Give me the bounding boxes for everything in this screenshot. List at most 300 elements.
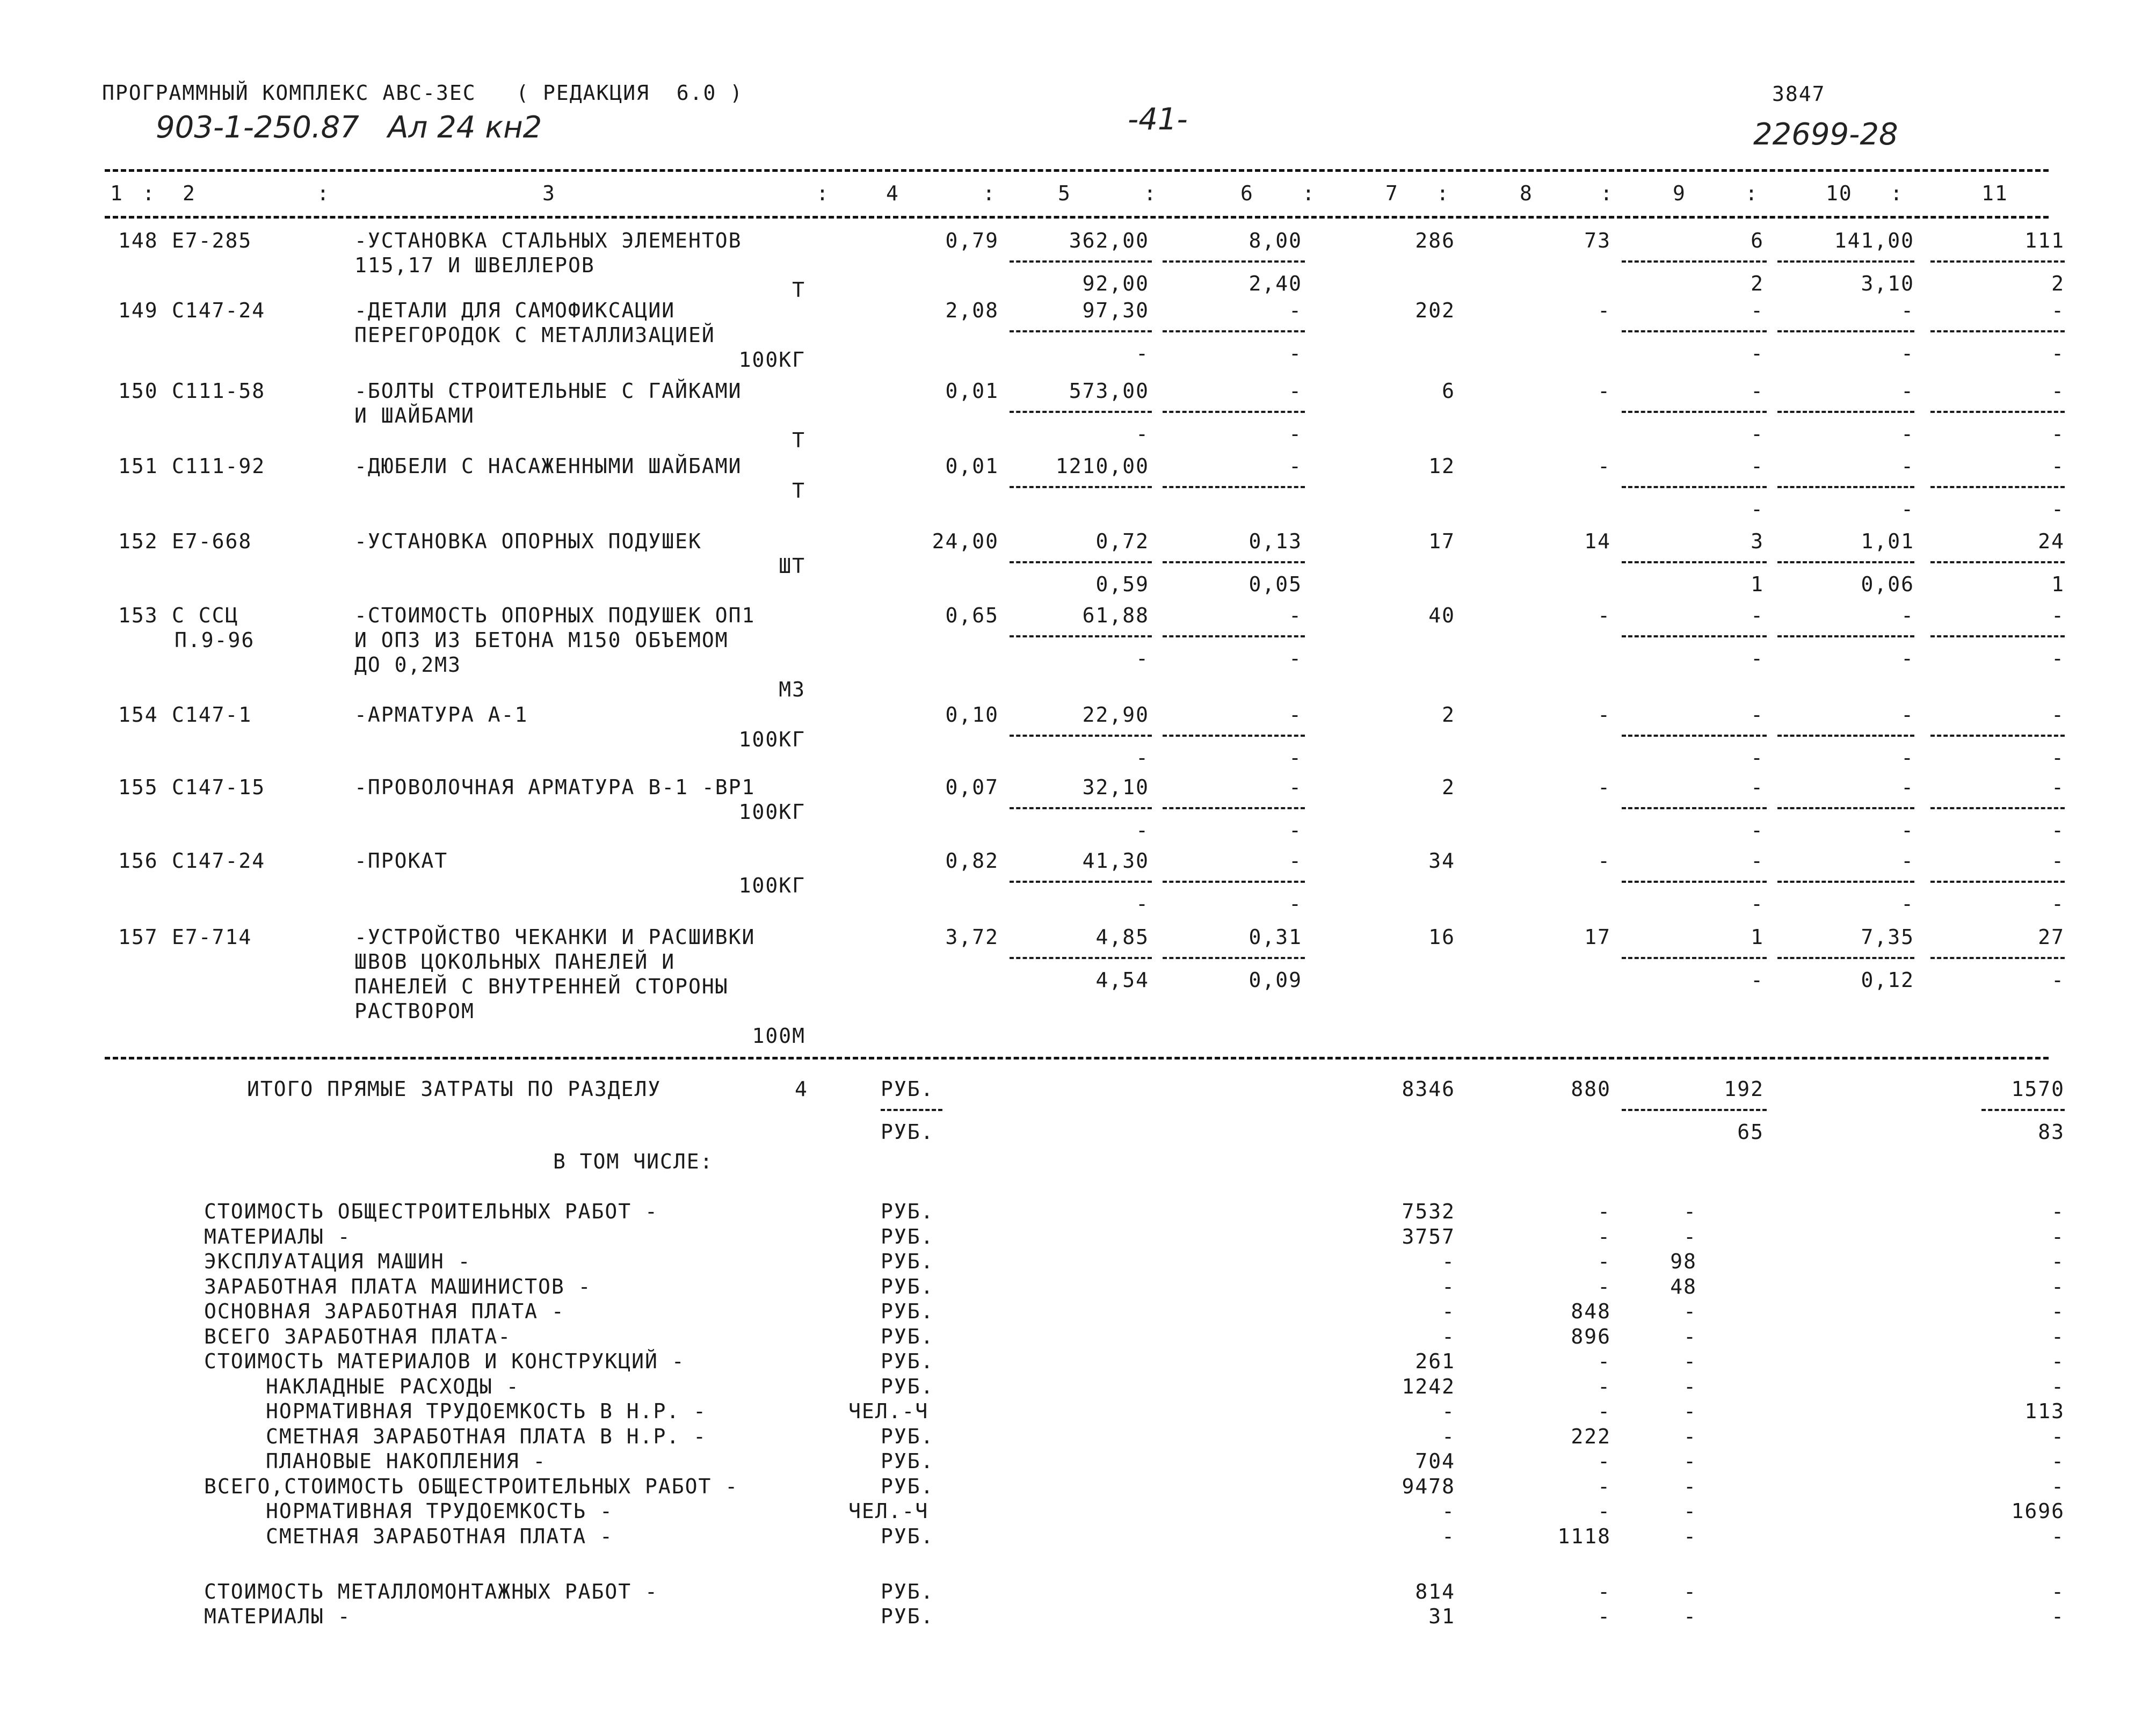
summary-c9: - — [1683, 1449, 1697, 1473]
subtotal-dash — [1622, 330, 1767, 332]
cell-c6: - — [1289, 299, 1302, 322]
cell-c9: - — [1751, 604, 1764, 627]
cell-c6b: - — [1289, 892, 1302, 916]
subtotal-dash — [1777, 561, 1914, 563]
total-unit-dash — [881, 1109, 942, 1111]
row-code: Е7-668 — [172, 529, 252, 553]
cell-c4: 0,10 — [945, 703, 999, 727]
row-description-line: -ДЮБЕЛИ С НАСАЖЕННЫМИ ШАЙБАМИ — [354, 454, 742, 478]
page-number-handwritten: -41- — [1128, 102, 1188, 137]
subtotal-dash — [1777, 330, 1914, 332]
cell-c7: 286 — [1415, 229, 1455, 252]
row-description-line: ПАНЕЛЕЙ С ВНУТРЕННЕЙ СТОРОНЫ — [354, 975, 729, 998]
cell-c10: - — [1901, 604, 1914, 627]
cell-c4: 0,79 — [945, 229, 999, 252]
summary-c9: - — [1683, 1399, 1697, 1423]
row-description-line: -УСТАНОВКА СТАЛЬНЫХ ЭЛЕМЕНТОВ — [354, 229, 742, 252]
cell-c9b: 2 — [1751, 272, 1764, 295]
row-number: 150 — [118, 379, 158, 403]
cell-c10b: - — [1901, 342, 1914, 365]
summary-unit: ЧЕЛ.-Ч — [848, 1499, 929, 1523]
cell-c7: 202 — [1415, 299, 1455, 322]
column-header: : — [1302, 182, 1316, 205]
column-header: 2 — [183, 182, 196, 205]
cell-c5b: 4,54 — [1095, 968, 1149, 992]
subtotal-dash — [1930, 411, 2065, 413]
summary-c8: - — [1598, 1499, 1611, 1523]
cell-c11b: - — [2051, 647, 2065, 670]
cell-c7: 17 — [1428, 529, 1455, 553]
summary-unit: РУБ. — [881, 1580, 934, 1603]
subtotal-dash — [1930, 260, 2065, 263]
cell-c11b: - — [2051, 968, 2065, 992]
column-header: : — [1600, 182, 1614, 205]
cell-c4: 3,72 — [945, 925, 999, 949]
summary-unit: РУБ. — [881, 1375, 934, 1398]
header-rule — [105, 216, 2049, 219]
cell-c10b: - — [1901, 818, 1914, 842]
row-description-line: -ПРОВОЛОЧНАЯ АРМАТУРА В-1 -ВР1 — [354, 775, 756, 799]
cell-c4: 0,82 — [945, 849, 999, 873]
cell-c5: 1210,00 — [1055, 454, 1149, 478]
subtotal-dash — [1163, 411, 1305, 413]
subtotal-dash — [1010, 486, 1152, 488]
summary-unit: РУБ. — [881, 1300, 934, 1323]
cell-c8: 73 — [1584, 229, 1611, 252]
subtotal-dash — [1777, 411, 1914, 413]
cell-c10b: - — [1901, 497, 1914, 521]
row-code: С ССЦ — [172, 604, 239, 627]
document-number: 3847 — [1772, 82, 1826, 106]
row-unit: Т — [792, 479, 805, 503]
summary-label: МАТЕРИАЛЫ - — [204, 1225, 351, 1249]
row-number: 149 — [118, 299, 158, 322]
summary-c11: - — [2051, 1250, 2065, 1273]
cell-c6: - — [1289, 379, 1302, 403]
total-unit-2: РУБ. — [881, 1120, 934, 1144]
summary-c8: - — [1598, 1225, 1611, 1249]
column-header: 10 — [1826, 182, 1853, 205]
summary-c7: - — [1442, 1300, 1455, 1323]
summary-label: НОРМАТИВНАЯ ТРУДОЕМКОСТЬ - — [266, 1499, 613, 1523]
cell-c10: 7,35 — [1861, 925, 1914, 949]
row-unit: ШТ — [779, 554, 805, 578]
summary-unit: РУБ. — [881, 1525, 934, 1548]
summary-c7: - — [1442, 1325, 1455, 1348]
summary-label: СМЕТНАЯ ЗАРАБОТНАЯ ПЛАТА - — [266, 1525, 613, 1548]
summary-label: ЗАРАБОТНАЯ ПЛАТА МАШИНИСТОВ - — [204, 1275, 592, 1298]
cell-c10: - — [1901, 849, 1914, 873]
cell-c11b: - — [2051, 746, 2065, 770]
cell-c10b: - — [1901, 422, 1914, 446]
subtotal-dash — [1010, 735, 1152, 737]
cell-c9: 6 — [1751, 229, 1764, 252]
summary-c7: 261 — [1415, 1349, 1455, 1373]
summary-unit: ЧЕЛ.-Ч — [848, 1399, 929, 1423]
summary-unit: РУБ. — [881, 1605, 934, 1628]
cell-c6: - — [1289, 604, 1302, 627]
summary-c8: 848 — [1571, 1300, 1611, 1323]
cell-c5: 97,30 — [1082, 299, 1149, 322]
row-unit: М3 — [779, 678, 805, 701]
summary-unit: РУБ. — [881, 1325, 934, 1348]
cell-c8: - — [1598, 604, 1611, 627]
cell-c6b: - — [1289, 647, 1302, 670]
summary-c9: - — [1683, 1300, 1697, 1323]
row-number: 153 — [118, 604, 158, 627]
subtotal-dash — [1930, 807, 2065, 809]
row-description-line: ПЕРЕГОРОДОК С МЕТАЛЛИЗАЦИЕЙ — [354, 323, 715, 347]
total-unit: РУБ. — [881, 1077, 934, 1101]
cell-c9b: - — [1751, 497, 1764, 521]
summary-c7: 814 — [1415, 1580, 1455, 1603]
cell-c6b: - — [1289, 818, 1302, 842]
row-number: 152 — [118, 529, 158, 553]
summary-c9: - — [1683, 1225, 1697, 1249]
row-code: С111-58 — [172, 379, 266, 403]
cell-c11b: - — [2051, 818, 2065, 842]
cell-c7: 2 — [1442, 703, 1455, 727]
cell-c6: 0,13 — [1248, 529, 1302, 553]
subtotal-dash — [1163, 260, 1305, 263]
cell-c9: 3 — [1751, 529, 1764, 553]
summary-c7: - — [1442, 1399, 1455, 1423]
cell-c11b: - — [2051, 422, 2065, 446]
subtotal-dash — [1010, 411, 1152, 413]
subtotal-dash — [1622, 411, 1767, 413]
summary-c8: - — [1598, 1275, 1611, 1298]
cell-c10: - — [1901, 703, 1914, 727]
cell-c9: - — [1751, 299, 1764, 322]
cell-c11b: - — [2051, 342, 2065, 365]
summary-c11: - — [2051, 1449, 2065, 1473]
cell-c6b: 2,40 — [1248, 272, 1302, 295]
subtotal-dash — [1163, 807, 1305, 809]
cell-c5b: - — [1136, 818, 1149, 842]
cell-c10b: - — [1901, 647, 1914, 670]
row-code: С147-1 — [172, 703, 252, 727]
summary-c8: - — [1598, 1449, 1611, 1473]
summary-label: ВСЕГО ЗАРАБОТНАЯ ПЛАТА- — [204, 1325, 512, 1348]
summary-c9: 98 — [1670, 1250, 1697, 1273]
cell-c6b: 0,09 — [1248, 968, 1302, 992]
summary-c11: - — [2051, 1225, 2065, 1249]
cell-c8: - — [1598, 849, 1611, 873]
subtotal-dash — [1622, 486, 1767, 488]
summary-c7: 31 — [1428, 1605, 1455, 1628]
row-unit: 100М — [752, 1024, 805, 1048]
cell-c6: - — [1289, 775, 1302, 799]
row-description-line: -АРМАТУРА А-1 — [354, 703, 528, 727]
including-label: В ТОМ ЧИСЛЕ: — [553, 1150, 714, 1173]
subtotal-dash — [1622, 807, 1767, 809]
row-description-line: ШВОВ ЦОКОЛЬНЫХ ПАНЕЛЕЙ И — [354, 950, 676, 974]
cell-c7: 16 — [1428, 925, 1455, 949]
row-description-line: -УСТАНОВКА ОПОРНЫХ ПОДУШЕК — [354, 529, 702, 553]
cell-c9: - — [1751, 703, 1764, 727]
subtotal-dash — [1163, 735, 1305, 737]
subtotal-dash — [1622, 561, 1767, 563]
cell-c9b: - — [1751, 647, 1764, 670]
cell-c10b: - — [1901, 746, 1914, 770]
cell-c7: 40 — [1428, 604, 1455, 627]
column-header: : — [1745, 182, 1759, 205]
summary-c7: - — [1442, 1499, 1455, 1523]
cell-c6: 0,31 — [1248, 925, 1302, 949]
cell-c9b: 1 — [1751, 572, 1764, 596]
summary-c7: 9478 — [1402, 1475, 1455, 1498]
summary-c9: - — [1683, 1325, 1697, 1348]
summary-c7: 3757 — [1402, 1225, 1455, 1249]
cell-c10: - — [1901, 299, 1914, 322]
total-c9b: 65 — [1737, 1120, 1764, 1144]
row-unit: Т — [792, 429, 805, 452]
subtotal-dash — [1930, 635, 2065, 637]
subtotal-dash — [1930, 330, 2065, 332]
subtotal-dash — [1622, 635, 1767, 637]
summary-c7: - — [1442, 1525, 1455, 1548]
summary-c8: - — [1598, 1475, 1611, 1498]
project-code-handwritten: 903-1-250.87 Ал 24 кн2 — [156, 110, 542, 145]
cell-c9: - — [1751, 775, 1764, 799]
summary-label: ПЛАНОВЫЕ НАКОПЛЕНИЯ - — [266, 1449, 547, 1473]
row-description-line: 115,17 И ШВЕЛЛЕРОВ — [354, 253, 595, 277]
summary-label: СТОИМОСТЬ МЕТАЛЛОМОНТАЖНЫХ РАБОТ - — [204, 1580, 658, 1603]
subtotal-dash — [1163, 635, 1305, 637]
cell-c9b: - — [1751, 422, 1764, 446]
cell-c11: 27 — [2038, 925, 2065, 949]
cell-c10b: 0,12 — [1861, 968, 1914, 992]
cell-c5: 573,00 — [1069, 379, 1149, 403]
row-description-line: -СТОИМОСТЬ ОПОРНЫХ ПОДУШЕК ОП1 — [354, 604, 756, 627]
summary-c9: - — [1683, 1499, 1697, 1523]
summary-label: ЭКСПЛУАТАЦИЯ МАШИН - — [204, 1250, 471, 1273]
summary-c9: 48 — [1670, 1275, 1697, 1298]
total-c8: 880 — [1571, 1077, 1611, 1101]
cell-c6: - — [1289, 703, 1302, 727]
summary-c7: - — [1442, 1275, 1455, 1298]
cell-c5b: - — [1136, 746, 1149, 770]
cell-c5: 32,10 — [1082, 775, 1149, 799]
subtotal-dash — [1010, 881, 1152, 883]
cell-c11: 111 — [2024, 229, 2065, 252]
cell-c9: 1 — [1751, 925, 1764, 949]
cell-c10: - — [1901, 775, 1914, 799]
cell-c10: - — [1901, 454, 1914, 478]
cell-c11: - — [2051, 703, 2065, 727]
subtotal-dash — [1622, 260, 1767, 263]
subtotal-dash — [1930, 486, 2065, 488]
subtotal-dash — [1777, 881, 1914, 883]
row-description-line: ДО 0,2М3 — [354, 653, 462, 677]
summary-c8: 1118 — [1557, 1525, 1611, 1548]
subtotal-dash — [1010, 957, 1152, 959]
summary-unit: РУБ. — [881, 1425, 934, 1448]
row-code: Е7-714 — [172, 925, 252, 949]
cell-c5b: - — [1136, 647, 1149, 670]
column-header: 3 — [542, 182, 556, 205]
total-c11b: 83 — [2038, 1120, 2065, 1144]
cell-c7: 2 — [1442, 775, 1455, 799]
subtotal-dash — [1777, 260, 1914, 263]
cell-c10: 1,01 — [1861, 529, 1914, 553]
summary-c11: 113 — [2024, 1399, 2065, 1423]
row-unit: 100КГ — [738, 348, 805, 372]
subtotal-dash — [1010, 561, 1152, 563]
summary-c9: - — [1683, 1425, 1697, 1448]
subtotal-dash — [1777, 957, 1914, 959]
cell-c10b: 0,06 — [1861, 572, 1914, 596]
cell-c5: 41,30 — [1082, 849, 1149, 873]
column-header: 11 — [1981, 182, 2008, 205]
cell-c6: - — [1289, 849, 1302, 873]
cell-c11: - — [2051, 849, 2065, 873]
summary-label: НАКЛАДНЫЕ РАСХОДЫ - — [266, 1375, 520, 1398]
summary-c11: - — [2051, 1375, 2065, 1398]
column-header: 5 — [1058, 182, 1071, 205]
cell-c7: 12 — [1428, 454, 1455, 478]
cell-c8: - — [1598, 703, 1611, 727]
summary-c8: - — [1598, 1605, 1611, 1628]
subtotal-dash — [1930, 561, 2065, 563]
cell-c8: - — [1598, 775, 1611, 799]
cell-c7: 34 — [1428, 849, 1455, 873]
cell-c9b: - — [1751, 892, 1764, 916]
cell-c5: 0,72 — [1095, 529, 1149, 553]
cell-c11b: 1 — [2051, 572, 2065, 596]
row-code: Е7-285 — [172, 229, 252, 252]
subtotal-dash — [1622, 957, 1767, 959]
row-unit: 100КГ — [738, 874, 805, 897]
summary-unit: РУБ. — [881, 1225, 934, 1249]
subtotal-dash — [1163, 881, 1305, 883]
summary-c7: 704 — [1415, 1449, 1455, 1473]
summary-c11: - — [2051, 1349, 2065, 1373]
summary-c9: - — [1683, 1200, 1697, 1223]
cell-c5b: - — [1136, 342, 1149, 365]
row-unit: 100КГ — [738, 728, 805, 751]
cell-c10: 141,00 — [1834, 229, 1914, 252]
subtotal-dash — [1163, 561, 1305, 563]
cell-c5b: 0,59 — [1095, 572, 1149, 596]
row-description-line: -ДЕТАЛИ ДЛЯ САМОФИКСАЦИИ — [354, 299, 676, 322]
total-rule — [105, 1057, 2049, 1059]
summary-c11: - — [2051, 1425, 2065, 1448]
summary-c8: - — [1598, 1349, 1611, 1373]
row-unit: Т — [792, 278, 805, 302]
total-c7: 8346 — [1402, 1077, 1455, 1101]
subtotal-dash — [1777, 807, 1914, 809]
column-header: 1 — [110, 182, 124, 205]
subtotal-dash — [1777, 735, 1914, 737]
total-c9-dash — [1622, 1109, 1767, 1111]
cell-c8: 17 — [1584, 925, 1611, 949]
cell-c5: 22,90 — [1082, 703, 1149, 727]
summary-c7: - — [1442, 1425, 1455, 1448]
cell-c8: - — [1598, 454, 1611, 478]
top-rule — [105, 169, 2049, 172]
cell-c11b: 2 — [2051, 272, 2065, 295]
subtotal-dash — [1010, 330, 1152, 332]
column-header: : — [816, 182, 830, 205]
subtotal-dash — [1163, 486, 1305, 488]
summary-c8: - — [1598, 1375, 1611, 1398]
column-header: : — [983, 182, 996, 205]
summary-c11: - — [2051, 1525, 2065, 1548]
cell-c4: 0,65 — [945, 604, 999, 627]
total-label: ИТОГО ПРЯМЫЕ ЗАТРАТЫ ПО РАЗДЕЛУ — [247, 1077, 662, 1101]
subtotal-dash — [1622, 881, 1767, 883]
cell-c9b: - — [1751, 746, 1764, 770]
summary-unit: РУБ. — [881, 1349, 934, 1373]
cell-c11: 24 — [2038, 529, 2065, 553]
row-number: 148 — [118, 229, 158, 252]
cell-c9b: - — [1751, 968, 1764, 992]
summary-c9: - — [1683, 1349, 1697, 1373]
column-header: : — [1436, 182, 1450, 205]
summary-label: МАТЕРИАЛЫ - — [204, 1605, 351, 1628]
summary-c11: - — [2051, 1325, 2065, 1348]
summary-c8: - — [1598, 1250, 1611, 1273]
cell-c10b: - — [1901, 892, 1914, 916]
summary-c11: - — [2051, 1275, 2065, 1298]
subtotal-dash — [1777, 486, 1914, 488]
cell-c6: - — [1289, 454, 1302, 478]
row-number: 156 — [118, 849, 158, 873]
cell-c6: 8,00 — [1248, 229, 1302, 252]
subtotal-dash — [1777, 635, 1914, 637]
cell-c6b: - — [1289, 342, 1302, 365]
row-description-line: -БОЛТЫ СТРОИТЕЛЬНЫЕ С ГАЙКАМИ — [354, 379, 742, 403]
summary-label: ВСЕГО,СТОИМОСТЬ ОБЩЕСТРОИТЕЛЬНЫХ РАБОТ - — [204, 1475, 739, 1498]
summary-c7: - — [1442, 1250, 1455, 1273]
subtotal-dash — [1163, 957, 1305, 959]
summary-label: СТОИМОСТЬ ОБЩЕСТРОИТЕЛЬНЫХ РАБОТ - — [204, 1200, 658, 1223]
cell-c8: 14 — [1584, 529, 1611, 553]
cell-c5: 61,88 — [1082, 604, 1149, 627]
row-description-line: И ОП3 ИЗ БЕТОНА М150 ОБЪЕМОМ — [354, 628, 729, 652]
cell-c9: - — [1751, 454, 1764, 478]
summary-c7: 1242 — [1402, 1375, 1455, 1398]
summary-c8: 222 — [1571, 1425, 1611, 1448]
subtotal-dash — [1010, 635, 1152, 637]
row-number: 157 — [118, 925, 158, 949]
subtotal-dash — [1930, 735, 2065, 737]
row-description-line: И ШАЙБАМИ — [354, 404, 475, 427]
summary-label: НОРМАТИВНАЯ ТРУДОЕМКОСТЬ В Н.Р. - — [266, 1399, 707, 1423]
cell-c9: - — [1751, 849, 1764, 873]
row-description-line: -ПРОКАТ — [354, 849, 448, 873]
summary-c11: 1696 — [2011, 1499, 2065, 1523]
summary-c9: - — [1683, 1525, 1697, 1548]
cell-c11: - — [2051, 299, 2065, 322]
summary-c11: - — [2051, 1605, 2065, 1628]
summary-label: СТОИМОСТЬ МАТЕРИАЛОВ И КОНСТРУКЦИЙ - — [204, 1349, 685, 1373]
subtotal-dash — [1010, 807, 1152, 809]
total-section: 4 — [795, 1077, 808, 1101]
cell-c5b: - — [1136, 422, 1149, 446]
column-header: : — [1890, 182, 1904, 205]
cell-c6b: - — [1289, 422, 1302, 446]
cell-c5b: - — [1136, 892, 1149, 916]
total-c9: 192 — [1724, 1077, 1764, 1101]
row-code: С147-24 — [172, 299, 266, 322]
summary-c8: 896 — [1571, 1325, 1611, 1348]
column-header: 4 — [886, 182, 899, 205]
cell-c7: 6 — [1442, 379, 1455, 403]
summary-c8: - — [1598, 1399, 1611, 1423]
cell-c11: - — [2051, 454, 2065, 478]
